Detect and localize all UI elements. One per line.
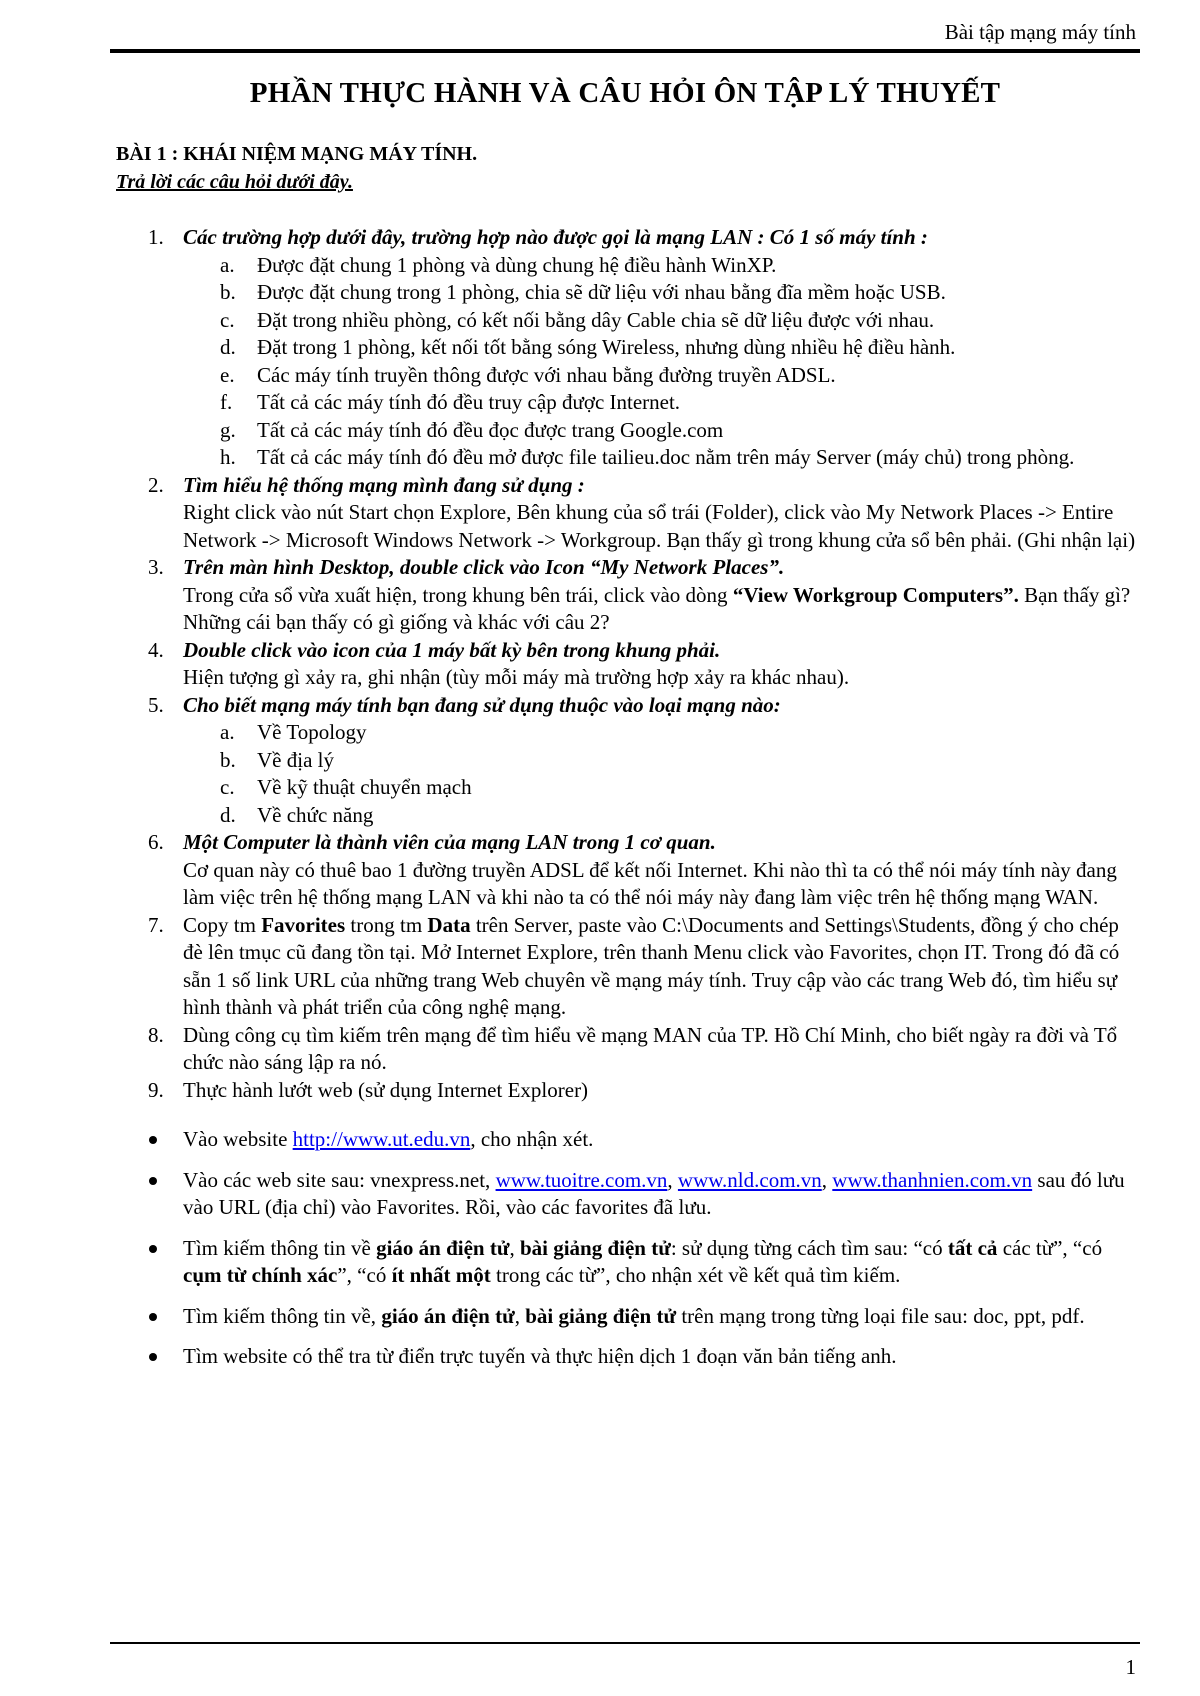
bullet-emphasis: giáo án điện tử — [376, 1235, 510, 1260]
bullet-text: các từ”, “có — [997, 1235, 1103, 1260]
option-text: Các máy tính truyền thông được với nhau bằng đường truyền ADSL. — [257, 362, 836, 387]
bullet-list — [0, 1126, 1200, 1371]
question-heading: Một Computer là thành viên của mạng LAN trong 1 cơ quan. — [183, 830, 716, 854]
question-4 — [0, 637, 1200, 692]
link-tuoitre[interactable]: www.tuoitre.com.vn — [495, 1167, 668, 1192]
bullet-text: , — [821, 1167, 833, 1192]
option-text: Được đặt chung trong 1 phòng, chia sẽ dữ liệu với nhau bằng đĩa mềm hoặc USB. — [257, 280, 946, 304]
option-text: Đặt trong 1 phòng, kết nối tốt bằng sóng Wireless, nhưng dùng nhiều hệ điều hành. — [257, 335, 956, 359]
bullet-dot-icon — [149, 1353, 157, 1361]
bullet-emphasis: ít nhất một — [391, 1263, 491, 1287]
bullet-dot-icon — [149, 1245, 157, 1253]
question-body: Right click vào nút Start chọn Explore, Bên khung của sổ trái (Folder), click vào My Network Places -> Entire Network -> Microsoft Windows Network -> Workgroup. Bạn thấy gì trong khung cửa sổ bên phải. (Ghi nhận lại) — [183, 500, 1136, 552]
bullet-text: Tìm kiếm thông tin về — [183, 1235, 377, 1260]
exercise-list — [0, 224, 1200, 1384]
link-nld[interactable]: www.nld.com.vn — [677, 1167, 822, 1192]
option-item — [0, 417, 1200, 445]
question-text: trong tm — [345, 912, 428, 937]
question-3 — [0, 554, 1200, 637]
option-letter: h. — [220, 445, 236, 469]
option-text: Đặt trong nhiều phòng, có kết nối bằng dây Cable chia sẽ dữ liệu được với nhau. — [257, 307, 935, 332]
question-7 — [0, 912, 1200, 1022]
question-2 — [0, 472, 1200, 555]
folder-name-favorites: Favorites — [261, 912, 346, 937]
bullet-text: Tìm website có thể tra từ điển trực tuyến và thực hiện dịch 1 đoạn văn bản tiếng anh. — [183, 1344, 897, 1368]
option-letter: b. — [220, 747, 236, 772]
question-number: 3. — [148, 555, 164, 579]
link-ut-edu[interactable]: http://www.ut.edu.vn — [292, 1127, 471, 1151]
bullet-text: Vào các web site sau: vnexpress.net, — [183, 1167, 496, 1192]
option-item — [0, 307, 1200, 335]
option-text: Tất cả các máy tính đó đều mở được file tailieu.doc nằm trên máy Server (máy chủ) trong phòng. — [257, 445, 1075, 469]
question-number: 9. — [148, 1077, 164, 1102]
option-letter: a. — [220, 252, 235, 277]
option-text: Về địa lý — [257, 747, 334, 772]
question-number: 1. — [148, 225, 164, 249]
bullet-text: , — [509, 1235, 520, 1260]
bullet-dot-icon — [149, 1177, 157, 1185]
bullet-item — [0, 1235, 1200, 1290]
option-item — [0, 719, 1200, 747]
bullet-text: Vào website — [183, 1127, 293, 1151]
bullet-emphasis: giáo án điện tử — [381, 1303, 515, 1328]
option-text: Về kỹ thuật chuyển mạch — [257, 775, 472, 799]
question-body: Cơ quan này có thuê bao 1 đường truyền ADSL để kết nối Internet. Khi nào thì ta có thể nói máy tính này đang làm việc trên hệ thống mạng LAN và khi nào ta có thể nói máy này đang làm việc trên hệ thống mạng WAN. — [183, 857, 1117, 909]
bullet-emphasis: tất cả — [947, 1235, 998, 1260]
option-item — [0, 747, 1200, 775]
question-heading: Các trường hợp dưới đây, trường hợp nào được gọi là mạng LAN : Có 1 số máy tính : — [183, 225, 928, 249]
option-item — [0, 774, 1200, 802]
bullet-text: Tìm kiếm thông tin về, — [183, 1303, 382, 1328]
option-letter: b. — [220, 280, 236, 304]
option-text: Tất cả các máy tính đó đều truy cập được Internet. — [257, 390, 681, 414]
question-body-emphasis: “View Workgroup Computers”. — [732, 582, 1019, 607]
link-thanhnien[interactable]: www.thanhnien.com.vn — [832, 1167, 1033, 1192]
option-item — [0, 802, 1200, 830]
question-text: trên Server, paste vào C:\Documents and Settings\Students, đồng ý cho chép đè lên tmục cũ đang tồn tại. Mở Internet Explore, trên thanh Menu click vào Favorites, chọn IT. Trong đó đã có sẵn 1 số link URL của những trang Web chuyên về mạng máy tính. Truy cập vào các trang Web đó, tìm hiểu sự hình thành và phát triển của công nghệ mạng. — [183, 912, 1120, 1019]
question-number: 7. — [148, 912, 164, 937]
page-number: 1 — [1125, 1655, 1136, 1679]
option-text: Được đặt chung 1 phòng và dùng chung hệ điều hành WinXP. — [257, 252, 777, 277]
question-heading: Cho biết mạng máy tính bạn đang sử dụng thuộc vào loại mạng nào: — [183, 692, 781, 717]
bullet-text: , — [514, 1303, 526, 1328]
question-body-tail: Bạn thấy gì? Những cái bạn thấy có gì giống và khác với câu 2? — [183, 582, 1131, 634]
bullet-item — [0, 1167, 1200, 1222]
option-item — [0, 362, 1200, 390]
option-letter: d. — [220, 802, 236, 827]
bullet-text: , cho nhận xét. — [470, 1127, 594, 1151]
question-5 — [0, 692, 1200, 720]
bullet-text: ”, “có — [337, 1263, 392, 1287]
option-text: Về Topology — [257, 720, 367, 744]
question-number: 5. — [148, 692, 164, 717]
option-text: Về chức năng — [257, 802, 374, 827]
instruction-heading: Trả lời các câu hỏi dưới đây. — [116, 171, 353, 193]
bullet-dot-icon — [149, 1136, 157, 1144]
option-letter: d. — [220, 335, 236, 359]
bullet-item — [0, 1303, 1200, 1331]
bullet-emphasis: cụm từ chính xác — [183, 1263, 338, 1287]
bullet-dot-icon — [149, 1313, 157, 1321]
bullet-emphasis: bài giảng điện tử — [525, 1303, 677, 1328]
question-body: Trong cửa sổ vừa xuất hiện, trong khung bên trái, click vào dòng — [183, 582, 733, 607]
header-rule — [110, 49, 1140, 53]
question-number: 2. — [148, 472, 164, 497]
option-item — [0, 444, 1200, 472]
question-heading: Double click vào icon của 1 máy bất kỳ bên trong khung phải. — [183, 637, 721, 662]
option-item — [0, 389, 1200, 417]
bullet-text: : sử dụng từng cách tìm sau: “có — [670, 1235, 948, 1260]
footer-rule — [110, 1642, 1140, 1644]
option-text: Tất cả các máy tính đó đều đọc được trang Google.com — [257, 417, 724, 442]
question-number: 8. — [148, 1022, 164, 1047]
bullet-text: , — [667, 1167, 678, 1192]
option-letter: e. — [220, 362, 235, 387]
option-letter: c. — [220, 307, 235, 332]
option-item — [0, 252, 1200, 280]
lesson-heading: BÀI 1 : KHÁI NIỆM MẠNG MÁY TÍNH. — [116, 143, 478, 165]
question-9 — [0, 1077, 1200, 1105]
option-letter: g. — [220, 417, 236, 442]
page-title: PHẦN THỰC HÀNH VÀ CÂU HỎI ÔN TẬP LÝ THUYẾT — [249, 77, 1001, 109]
running-header: Bài tập mạng máy tính — [944, 20, 1136, 44]
question-text: Copy tm — [183, 912, 262, 937]
question-1 — [0, 224, 1200, 252]
question-number: 4. — [148, 637, 164, 662]
folder-name-data: Data — [427, 912, 471, 937]
option-letter: c. — [220, 775, 235, 799]
bullet-item — [0, 1126, 1200, 1154]
bullet-text: trong các từ”, cho nhận xét về kết quả tìm kiếm. — [490, 1263, 901, 1287]
question-body: Hiện tượng gì xảy ra, ghi nhận (tùy mỗi máy mà trường hợp xảy ra khác nhau). — [183, 665, 850, 689]
bullet-text: sau đó lưu vào URL (địa chỉ) vào Favorites. Rồi, vào các favorites đã lưu. — [183, 1167, 1125, 1219]
option-item — [0, 279, 1200, 307]
option-letter: a. — [220, 720, 235, 744]
question-8 — [0, 1022, 1200, 1077]
option-item — [0, 334, 1200, 362]
bullet-text: trên mạng trong từng loại file sau: doc, ppt, pdf. — [676, 1303, 1085, 1328]
question-text: Thực hành lướt web (sử dụng Internet Explorer) — [183, 1077, 589, 1102]
bullet-item — [0, 1343, 1200, 1371]
question-6 — [0, 829, 1200, 912]
question-text: Dùng công cụ tìm kiếm trên mạng để tìm hiểu về mạng MAN của TP. Hồ Chí Minh, cho biết ngày ra đời và Tổ chức nào sáng lập ra nó. — [183, 1022, 1118, 1074]
question-number: 6. — [148, 830, 164, 854]
bullet-emphasis: bài giảng điện tử — [519, 1235, 671, 1260]
question-heading: Trên màn hình Desktop, double click vào Icon “My Network Places”. — [183, 555, 785, 579]
option-letter: f. — [220, 390, 233, 414]
question-heading: Tìm hiểu hệ thống mạng mình đang sử dụng : — [183, 472, 585, 497]
